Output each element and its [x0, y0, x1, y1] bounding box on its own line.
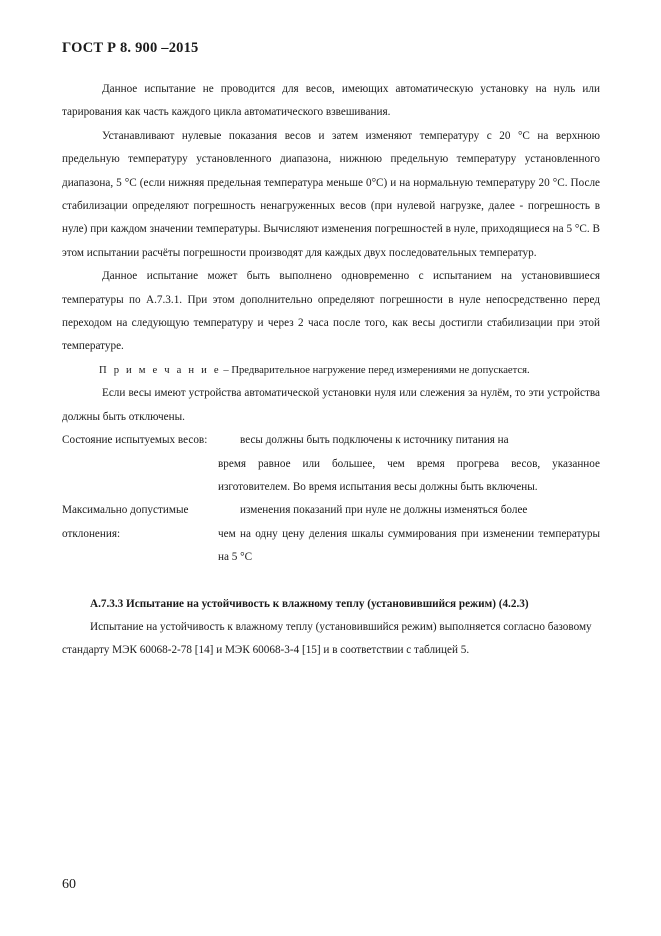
standard-header: ГОСТ Р 8. 900 –2015 — [62, 40, 199, 56]
paragraph-3: Данное испытание может быть выполнено одновременно с испытанием на установившиеся температуры по А.7.3.1. При этом дополнительно определяют погрешности в нуле непосредственно перед переходом на следующую температуру и через 2 часа после того, как весы достигли стабилизации при этой температуре. — [62, 270, 600, 353]
section-paragraph: Испытание на устойчивость к влажному теплу (установившийся режим) выполняется согласно базовому стандарту МЭК 60068-2-78 [14] и МЭК 60068-3-4 [15] и в соответствии с таблицей 5. — [62, 620, 592, 657]
note-text: – Предварительное нагружение перед измерениями не допускается. — [220, 364, 530, 376]
condition-label-2: Максимально допустимые отклонения: — [62, 504, 189, 540]
section-heading: А.7.3.3 Испытание на устойчивость к влажному теплу (установившийся режим) (4.2.3) — [90, 597, 529, 610]
condition-text-1-first: весы должны быть подключены к источнику питания на — [240, 434, 509, 447]
document-body — [62, 78, 600, 663]
condition-text-2 — [218, 499, 600, 569]
condition-text-1 — [218, 429, 600, 499]
condition-row-1 — [62, 429, 600, 499]
condition-label-1: Состояние испытуемых весов: — [62, 434, 208, 447]
note-label: П р и м е ч а н и е — [99, 364, 221, 376]
paragraph-1: Данное испытание не проводится для весов, имеющих автоматическую установку на нуль или тарирования как часть каждого цикла автоматического взвешивания. — [62, 83, 600, 119]
paragraph-4: Если весы имеют устройства автоматической установки нуля или слежения за нулём, то эти устройства должны быть отключены. — [62, 387, 600, 423]
page-number: 60 — [62, 877, 76, 892]
condition-row-2 — [62, 499, 600, 569]
condition-text-2-first: изменения показаний при нуле не должны изменяться более — [240, 504, 528, 517]
condition-text-2-rest: чем на одну цену деления шкалы суммирования при изменении температуры на 5 °С — [218, 527, 600, 564]
paragraph-2: Устанавливают нулевые показания весов и затем изменяют температуру с 20 °С на верхнюю предельную температуру установленного диапазона, нижнюю предельную температуру установленного диапазона, 5 °С (если нижняя предельная температура меньше 0°С) и на нормальную температуру 20 °С. После стабилизации определяют погрешность ненагруженных весов (при нулевой нагрузке, далее - погрешность в нуле) при каждом значении температуры. Вычисляют изменения погрешностей в нуле, приходящиеся на 5 °С. В этом испытании расчёты погрешности производят для каждых двух последовательных температур. — [62, 129, 600, 259]
note — [62, 359, 600, 382]
condition-text-1-rest: время равное или большее, чем время прогрева весов, указанное изготовителем. Во время испытания весы должны быть включены. — [218, 457, 600, 493]
